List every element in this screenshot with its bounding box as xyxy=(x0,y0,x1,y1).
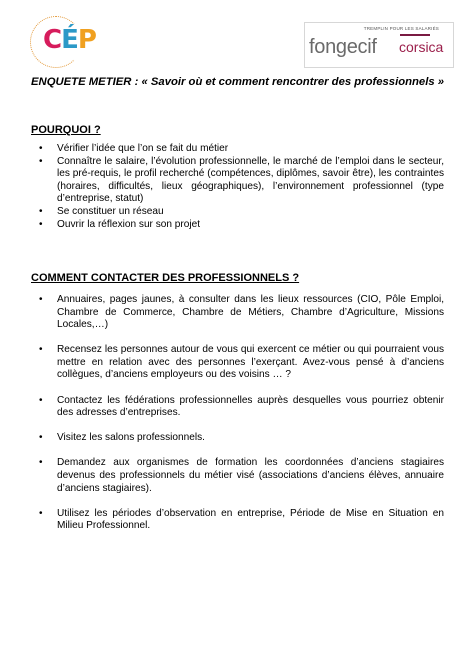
cep-logo xyxy=(30,14,96,68)
list-item: • Visitez les salons professionnels. xyxy=(31,432,444,445)
fongecif-corsica-logo xyxy=(304,22,454,68)
list-item: • Connaître le salaire, l’évolution professionnelle, le marché de l’emploi dans le secteur, les pré-requis, le profil recherché (compétences, diplômes, savoir être), les contraintes (horaires, difficultés, lieux géographiques), l’environnement professionnel (type d’entreprise, statut) xyxy=(31,156,444,206)
cep-logo-wordmark xyxy=(43,27,96,53)
list-item: • Annuaires, pages jaunes, à consulter dans les lieux ressources (CIO, Pôle Emploi, Chambre de Commerce, Chambre de Métiers, Chambre d’Agriculture, Missions Locales,…) xyxy=(31,294,444,332)
cep-logo-letter-c: C xyxy=(43,25,62,55)
cep-logo-letter-p: P xyxy=(77,25,96,55)
fongecif-region: corsica xyxy=(399,39,444,55)
list-item: • Recensez les personnes autour de vous qui exercent ce métier ou qui pourraient vous mettre en relation avec des personnes l’exerçant. Avez-vous pensé à d’anciens collègues, d’anciens employeurs ou des voisins … ? xyxy=(31,344,444,382)
cep-logo-letter-e: É xyxy=(61,25,78,55)
list-item: • Utilisez les périodes d’observation en entreprise, Période de Mise en Situation en Milieu Professionnel. xyxy=(31,508,444,533)
list-item: • Contactez les fédérations professionnelles auprès desquelles vous pourriez obtenir des adresses d’entreprises. xyxy=(31,395,444,420)
fongecif-accent-bar xyxy=(400,34,430,36)
list-item: • Se constituer un réseau xyxy=(31,206,444,219)
comment-contacter-list xyxy=(31,294,444,545)
list-item: • Vérifier l’idée que l’on se fait du métier xyxy=(31,143,444,156)
pourquoi-list xyxy=(31,143,444,231)
fongecif-wordmark: fongecif xyxy=(309,36,377,58)
list-item: • Ouvrir la réflexion sur son projet xyxy=(31,219,444,232)
list-item: • Demandez aux organismes de formation les coordonnées d’anciens stagiaires devenus des professionnels du métier visé (associations d’anciens élèves, annuaire d’anciens stagiaires). xyxy=(31,457,444,495)
section-heading-pourquoi: POURQUOI ? xyxy=(31,124,101,136)
fongecif-tagline: TREMPLIN POUR LES SALARIÉS xyxy=(363,26,439,31)
section-heading-comment-contacter: COMMENT CONTACTER DES PROFESSIONNELS ? xyxy=(31,272,300,284)
document-title: ENQUETE METIER : « Savoir où et comment rencontrer des professionnels » xyxy=(31,76,445,88)
